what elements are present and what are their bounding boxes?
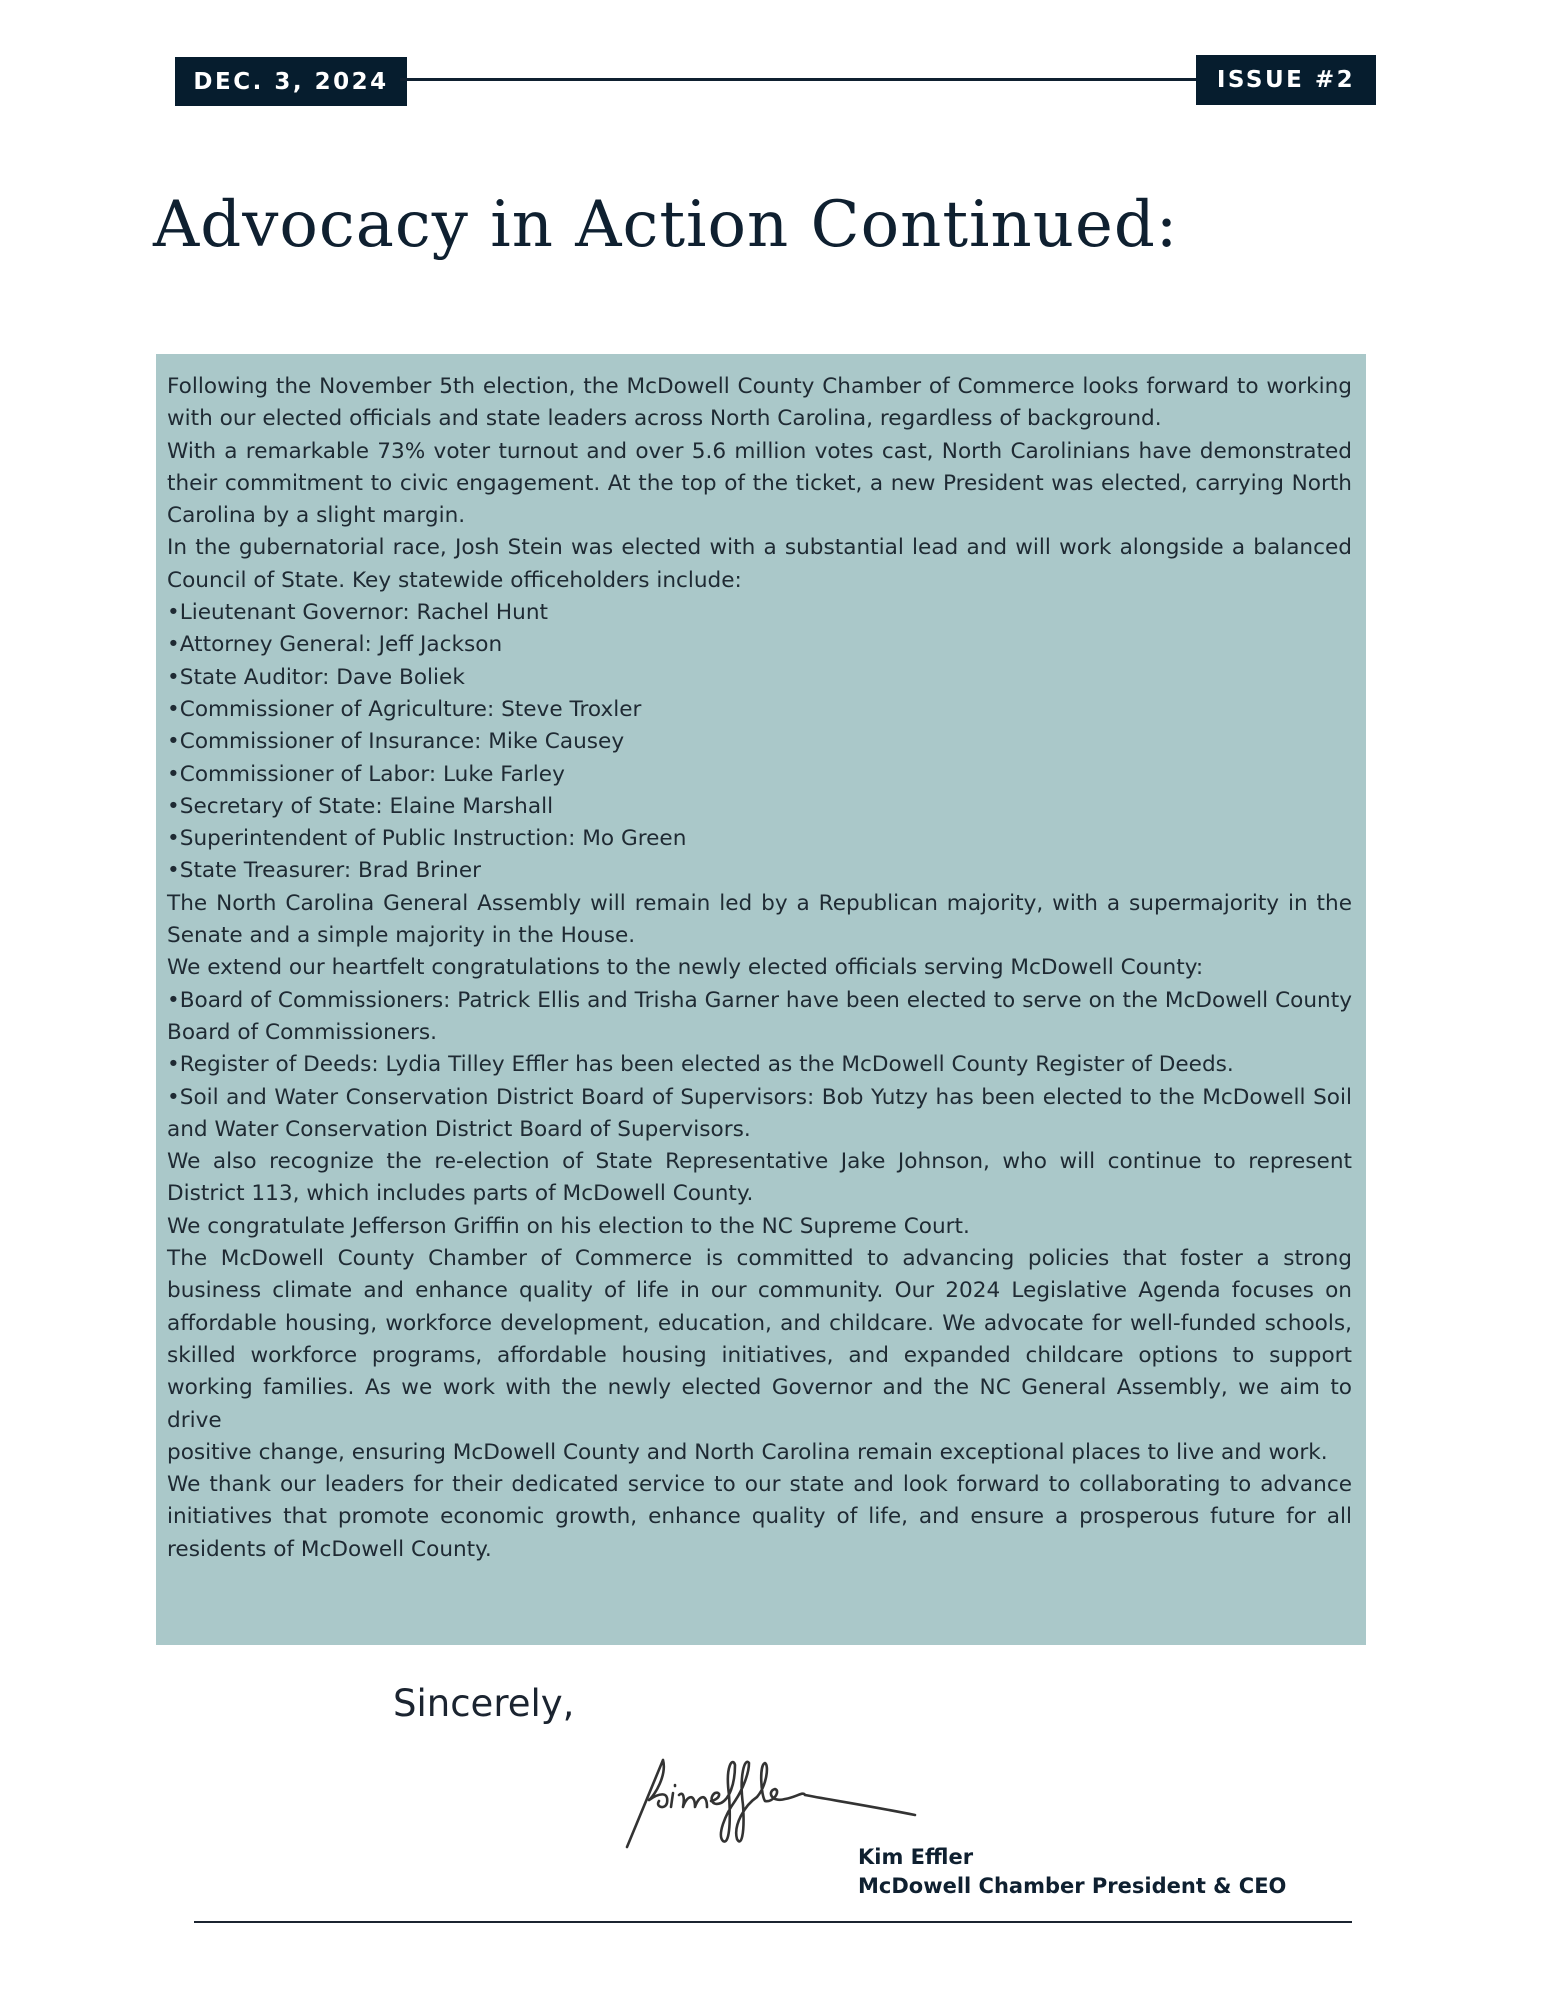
list-item: •Commissioner of Insurance: Mike Causey	[167, 729, 625, 755]
paragraph: positive change, ensuring McDowell County and North Carolina remain exceptional places to live and work.	[167, 1439, 1328, 1465]
issue-badge	[1196, 55, 1376, 105]
closing: Sincerely,	[393, 1682, 575, 1725]
page-title: Advocacy in Action Continued:	[153, 188, 1179, 262]
paragraph: Following the November 5th election, the McDowell County Chamber of Commerce looks forward to working with our elected officials and state leaders across North Carolina, regardless of background.	[167, 374, 1352, 432]
list-item: •Register of Deeds: Lydia Tilley Effler has been elected as the McDowell County Register of Deeds.	[167, 1052, 1234, 1078]
signature-image	[625, 1755, 925, 1850]
date-badge	[175, 57, 407, 106]
list-item: •Board of Commissioners: Patrick Ellis and Trisha Garner have been elected to serve on the McDowell County Board of Commissioners.	[167, 987, 1352, 1045]
paragraph: We congratulate Jefferson Griffin on his election to the NC Supreme Court.	[167, 1213, 970, 1239]
paragraph: We extend our heartfelt congratulations to the newly elected officials serving McDowell County:	[167, 955, 1204, 981]
signer-name: Kim Effler	[858, 1845, 974, 1869]
paragraph: We also recognize the re-election of State Representative Jake Johnson, who will continue to represent District 113, which includes parts of McDowell County.	[167, 1149, 1352, 1207]
list-item: •State Auditor: Dave Boliek	[167, 664, 465, 690]
list-item: •Superintendent of Public Instruction: Mo Green	[167, 826, 687, 852]
issue-text: ISSUE #2	[1216, 67, 1356, 93]
list-item: •Commissioner of Agriculture: Steve Troxler	[167, 696, 642, 722]
list-item: •Secretary of State: Elaine Marshall	[167, 793, 554, 819]
list-item: •State Treasurer: Brad Briner	[167, 858, 481, 884]
list-item: •Attorney General: Jeff Jackson	[167, 632, 503, 658]
footer-divider	[194, 1921, 1352, 1923]
paragraph: The McDowell County Chamber of Commerce is committed to advancing policies that foster a strong business climate and enhance quality of life in our community. Our 2024 Legislative Agenda focuses on affordable housing, workforce development, education, and childcare. We advocate for well-funded schools, skilled workforce programs, affordable housing initiatives, and expanded childcare options to support working families. As we work with the newly elected Governor and the NC General Assembly, we aim to drive	[167, 1246, 1352, 1433]
header-divider	[400, 78, 1200, 81]
list-item: •Lieutenant Governor: Rachel Hunt	[167, 600, 549, 626]
paragraph: The North Carolina General Assembly will remain led by a Republican majority, with a supermajority in the Senate and a simple majority in the House.	[167, 890, 1352, 949]
paragraph: We thank our leaders for their dedicated service to our state and look forward to collaborating to advance initiatives that promote economic growth, enhance quality of life, and ensure a prosperous future for all residents of McDowell County.	[167, 1472, 1352, 1562]
signer-title: McDowell Chamber President & CEO	[858, 1874, 1287, 1898]
signer-block	[858, 1843, 1286, 1901]
paragraph: With a remarkable 73% voter turnout and over 5.6 million votes cast, North Carolinians have demonstrated their commitment to civic engagement. At the top of the ticket, a new President was elected, carrying North Carolina by a slight margin.	[167, 438, 1352, 529]
article-body	[156, 354, 1366, 1645]
list-item: •Soil and Water Conservation District Board of Supervisors: Bob Yutzy has been elected to the McDowell Soil and Water Conservation District Board of Supervisors.	[167, 1084, 1352, 1142]
date-text: DEC. 3, 2024	[193, 68, 389, 95]
list-item: •Commissioner of Labor: Luke Farley	[167, 761, 565, 787]
paragraph: In the gubernatorial race, Josh Stein was elected with a substantial lead and will work alongside a balanced Council of State. Key statewide officeholders include:	[167, 535, 1352, 593]
